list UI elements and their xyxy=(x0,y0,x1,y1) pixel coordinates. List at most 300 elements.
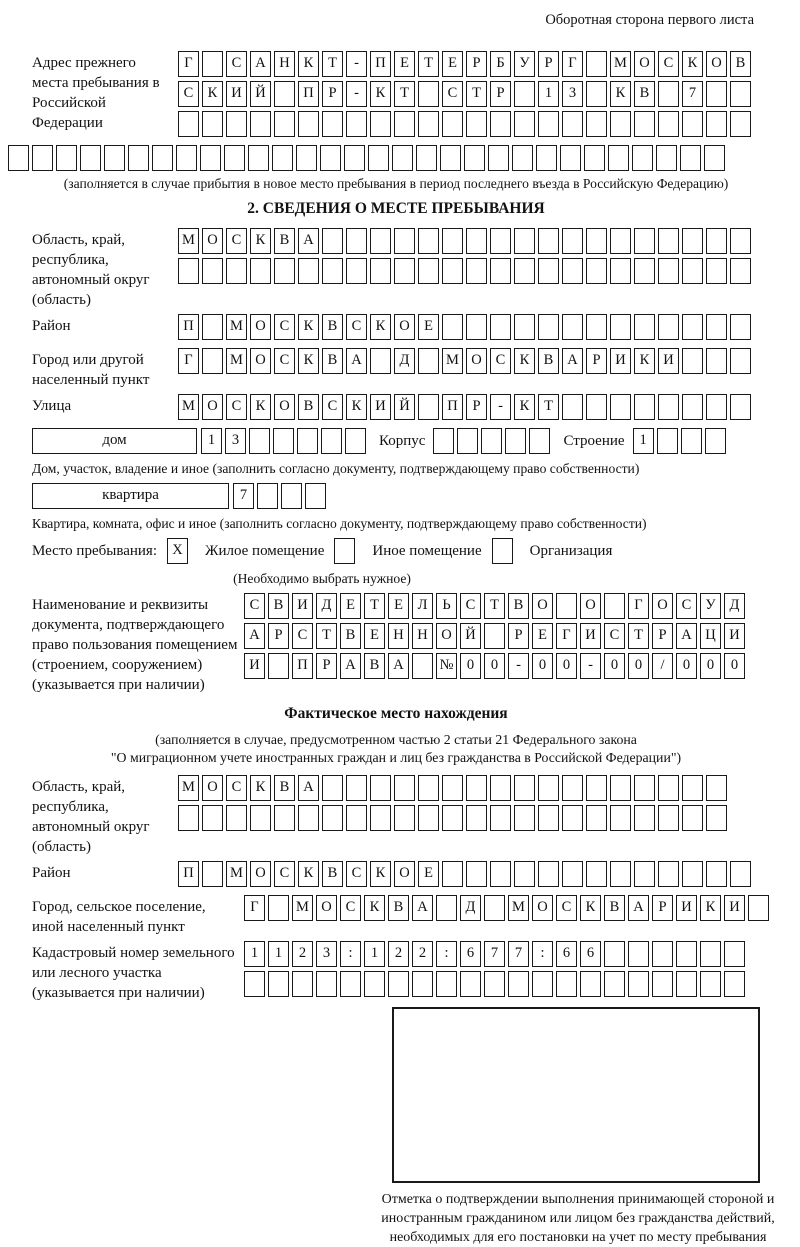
char-box[interactable] xyxy=(604,941,625,967)
char-box[interactable]: И xyxy=(370,394,391,420)
char-box[interactable] xyxy=(484,895,505,921)
char-box[interactable] xyxy=(634,805,655,831)
char-box[interactable] xyxy=(706,348,727,374)
char-box[interactable]: А xyxy=(346,348,367,374)
char-box[interactable] xyxy=(730,394,751,420)
char-box[interactable]: С xyxy=(322,394,343,420)
char-box[interactable] xyxy=(508,971,529,997)
char-box[interactable] xyxy=(370,228,391,254)
char-box[interactable] xyxy=(658,258,679,284)
char-box[interactable]: Т xyxy=(316,623,337,649)
char-box[interactable]: П xyxy=(298,81,319,107)
char-box[interactable] xyxy=(322,258,343,284)
char-box[interactable]: П xyxy=(370,51,391,77)
char-box[interactable]: К xyxy=(298,861,319,887)
char-box[interactable] xyxy=(700,971,721,997)
char-box[interactable]: Д xyxy=(394,348,415,374)
char-box[interactable] xyxy=(440,145,461,171)
char-box[interactable] xyxy=(604,593,625,619)
char-box[interactable]: 7 xyxy=(508,941,529,967)
char-box[interactable] xyxy=(514,111,535,137)
char-box[interactable] xyxy=(298,111,319,137)
char-box[interactable] xyxy=(442,861,463,887)
char-box[interactable] xyxy=(466,111,487,137)
char-box[interactable] xyxy=(334,538,355,564)
char-box[interactable]: К xyxy=(370,314,391,340)
char-box[interactable] xyxy=(322,775,343,801)
char-box[interactable] xyxy=(562,111,583,137)
char-box[interactable] xyxy=(556,971,577,997)
char-box[interactable] xyxy=(202,861,223,887)
char-box[interactable] xyxy=(257,483,278,509)
char-box[interactable]: 1 xyxy=(201,428,222,454)
char-box[interactable]: К xyxy=(610,81,631,107)
char-box[interactable]: С xyxy=(274,861,295,887)
char-box[interactable]: И xyxy=(724,895,745,921)
char-box[interactable] xyxy=(608,145,629,171)
char-box[interactable]: Р xyxy=(586,348,607,374)
char-box[interactable]: - xyxy=(508,653,529,679)
char-box[interactable]: Е xyxy=(364,623,385,649)
char-box[interactable]: О xyxy=(250,861,271,887)
char-box[interactable]: В xyxy=(508,593,529,619)
char-box[interactable]: Р xyxy=(652,623,673,649)
char-box[interactable]: Е xyxy=(418,314,439,340)
char-box[interactable] xyxy=(340,971,361,997)
char-box[interactable]: Е xyxy=(388,593,409,619)
char-box[interactable] xyxy=(586,775,607,801)
char-box[interactable] xyxy=(202,314,223,340)
char-box[interactable] xyxy=(202,111,223,137)
char-box[interactable] xyxy=(610,775,631,801)
char-box[interactable]: У xyxy=(700,593,721,619)
char-box[interactable] xyxy=(682,775,703,801)
char-box[interactable]: И xyxy=(676,895,697,921)
char-box[interactable] xyxy=(706,775,727,801)
char-box[interactable] xyxy=(224,145,245,171)
char-box[interactable] xyxy=(706,228,727,254)
char-box[interactable]: М xyxy=(226,314,247,340)
char-box[interactable] xyxy=(490,805,511,831)
char-box[interactable] xyxy=(178,111,199,137)
char-box[interactable]: Ц xyxy=(700,623,721,649)
char-box[interactable] xyxy=(297,428,318,454)
char-box[interactable]: В xyxy=(322,348,343,374)
char-box[interactable] xyxy=(418,228,439,254)
char-box[interactable] xyxy=(274,81,295,107)
char-box[interactable]: И xyxy=(658,348,679,374)
char-box[interactable] xyxy=(652,941,673,967)
char-box[interactable] xyxy=(442,314,463,340)
char-box[interactable] xyxy=(634,861,655,887)
char-box[interactable]: В xyxy=(364,653,385,679)
char-box[interactable] xyxy=(436,971,457,997)
char-box[interactable] xyxy=(394,775,415,801)
char-box[interactable]: О xyxy=(202,228,223,254)
char-box[interactable] xyxy=(250,111,271,137)
char-box[interactable]: О xyxy=(532,593,553,619)
char-box[interactable] xyxy=(436,895,457,921)
char-box[interactable]: Р xyxy=(322,81,343,107)
char-box[interactable]: 1 xyxy=(364,941,385,967)
char-box[interactable]: О xyxy=(202,394,223,420)
char-box[interactable] xyxy=(490,111,511,137)
char-box[interactable] xyxy=(514,228,535,254)
char-box[interactable] xyxy=(658,228,679,254)
char-box[interactable]: А xyxy=(562,348,583,374)
char-box[interactable]: 1 xyxy=(244,941,265,967)
char-box[interactable] xyxy=(202,51,223,77)
char-box[interactable]: А xyxy=(340,653,361,679)
char-box[interactable] xyxy=(274,111,295,137)
char-box[interactable]: С xyxy=(226,394,247,420)
char-box[interactable]: Г xyxy=(556,623,577,649)
char-box[interactable]: В xyxy=(298,394,319,420)
char-box[interactable]: С xyxy=(226,775,247,801)
char-box[interactable] xyxy=(466,861,487,887)
char-box[interactable] xyxy=(305,483,326,509)
char-box[interactable]: О xyxy=(580,593,601,619)
char-box[interactable] xyxy=(418,348,439,374)
char-box[interactable]: Р xyxy=(466,51,487,77)
char-box[interactable]: М xyxy=(442,348,463,374)
char-box[interactable] xyxy=(658,314,679,340)
char-box[interactable] xyxy=(226,258,247,284)
char-box[interactable] xyxy=(562,861,583,887)
char-box[interactable]: Е xyxy=(394,51,415,77)
char-box[interactable]: В xyxy=(340,623,361,649)
char-box[interactable]: К xyxy=(514,394,535,420)
char-box[interactable] xyxy=(562,394,583,420)
char-box[interactable]: 0 xyxy=(628,653,649,679)
char-box[interactable] xyxy=(514,861,535,887)
char-box[interactable] xyxy=(682,805,703,831)
char-box[interactable] xyxy=(562,258,583,284)
char-box[interactable] xyxy=(490,228,511,254)
char-box[interactable]: С xyxy=(226,228,247,254)
char-box[interactable] xyxy=(296,145,317,171)
char-box[interactable] xyxy=(442,805,463,831)
char-box[interactable] xyxy=(490,775,511,801)
char-box[interactable] xyxy=(658,805,679,831)
char-box[interactable]: 2 xyxy=(292,941,313,967)
char-box[interactable]: В xyxy=(274,228,295,254)
char-box[interactable]: Д xyxy=(316,593,337,619)
char-box[interactable] xyxy=(442,775,463,801)
char-box[interactable]: М xyxy=(226,861,247,887)
char-box[interactable] xyxy=(656,145,677,171)
char-box[interactable]: С xyxy=(604,623,625,649)
char-box[interactable]: П xyxy=(292,653,313,679)
char-box[interactable]: Й xyxy=(394,394,415,420)
char-box[interactable] xyxy=(368,145,389,171)
char-box[interactable] xyxy=(682,861,703,887)
char-box[interactable] xyxy=(538,228,559,254)
char-box[interactable] xyxy=(274,805,295,831)
char-box[interactable] xyxy=(466,775,487,801)
char-box[interactable] xyxy=(466,258,487,284)
char-box[interactable]: С xyxy=(490,348,511,374)
char-box[interactable]: К xyxy=(370,861,391,887)
char-box[interactable]: 0 xyxy=(532,653,553,679)
char-box[interactable]: Й xyxy=(250,81,271,107)
char-box[interactable]: Р xyxy=(316,653,337,679)
char-box[interactable] xyxy=(724,971,745,997)
char-box[interactable] xyxy=(682,111,703,137)
char-box[interactable]: Г xyxy=(178,348,199,374)
char-box[interactable] xyxy=(700,941,721,967)
char-box[interactable] xyxy=(244,971,265,997)
char-box[interactable]: Т xyxy=(466,81,487,107)
char-box[interactable]: О xyxy=(250,314,271,340)
char-box[interactable] xyxy=(176,145,197,171)
char-box[interactable] xyxy=(584,145,605,171)
char-box[interactable] xyxy=(556,593,577,619)
char-box[interactable]: В xyxy=(538,348,559,374)
char-box[interactable] xyxy=(748,895,769,921)
char-box[interactable] xyxy=(586,51,607,77)
char-box[interactable] xyxy=(610,805,631,831)
char-box[interactable] xyxy=(268,895,289,921)
char-box[interactable] xyxy=(248,145,269,171)
char-box[interactable]: И xyxy=(580,623,601,649)
char-box[interactable] xyxy=(370,805,391,831)
char-box[interactable] xyxy=(322,805,343,831)
char-box[interactable] xyxy=(32,145,53,171)
char-box[interactable]: А xyxy=(298,775,319,801)
char-box[interactable]: О xyxy=(532,895,553,921)
char-box[interactable]: С xyxy=(292,623,313,649)
char-box[interactable] xyxy=(249,428,270,454)
char-box[interactable]: М xyxy=(178,775,199,801)
char-box[interactable] xyxy=(202,805,223,831)
char-box[interactable] xyxy=(250,258,271,284)
char-box[interactable] xyxy=(268,653,289,679)
char-box[interactable]: С xyxy=(460,593,481,619)
char-box[interactable] xyxy=(676,971,697,997)
char-box[interactable] xyxy=(682,258,703,284)
char-box[interactable] xyxy=(676,941,697,967)
char-box[interactable] xyxy=(492,538,513,564)
char-box[interactable]: 0 xyxy=(460,653,481,679)
char-box[interactable]: П xyxy=(178,861,199,887)
char-box[interactable]: К xyxy=(202,81,223,107)
char-box[interactable]: О xyxy=(706,51,727,77)
char-box[interactable]: А xyxy=(388,653,409,679)
char-box[interactable]: О xyxy=(466,348,487,374)
char-box[interactable]: И xyxy=(724,623,745,649)
char-box[interactable]: 2 xyxy=(388,941,409,967)
char-box[interactable] xyxy=(706,805,727,831)
char-box[interactable]: О xyxy=(274,394,295,420)
char-box[interactable]: К xyxy=(364,895,385,921)
char-box[interactable]: К xyxy=(298,51,319,77)
char-box[interactable] xyxy=(730,258,751,284)
char-box[interactable] xyxy=(364,971,385,997)
char-box[interactable] xyxy=(298,258,319,284)
char-box[interactable] xyxy=(490,258,511,284)
char-box[interactable] xyxy=(370,111,391,137)
char-box[interactable] xyxy=(392,145,413,171)
char-box[interactable] xyxy=(292,971,313,997)
char-box[interactable] xyxy=(706,314,727,340)
char-box[interactable]: А xyxy=(244,623,265,649)
char-box[interactable] xyxy=(460,971,481,997)
char-box[interactable]: А xyxy=(676,623,697,649)
char-box[interactable]: И xyxy=(610,348,631,374)
char-box[interactable] xyxy=(514,81,535,107)
char-box[interactable]: М xyxy=(178,394,199,420)
char-box[interactable]: К xyxy=(298,314,319,340)
char-box[interactable]: К xyxy=(298,348,319,374)
char-box[interactable] xyxy=(680,145,701,171)
char-box[interactable]: В xyxy=(274,775,295,801)
char-box[interactable] xyxy=(610,394,631,420)
char-box[interactable] xyxy=(706,111,727,137)
char-box[interactable] xyxy=(634,314,655,340)
char-box[interactable]: Г xyxy=(562,51,583,77)
char-box[interactable]: С xyxy=(178,81,199,107)
char-box[interactable] xyxy=(658,111,679,137)
char-box[interactable]: Р xyxy=(652,895,673,921)
char-box[interactable] xyxy=(484,623,505,649)
char-box[interactable] xyxy=(394,258,415,284)
char-box[interactable]: С xyxy=(442,81,463,107)
char-box[interactable]: С xyxy=(274,348,295,374)
char-box[interactable] xyxy=(730,81,751,107)
char-box[interactable]: А xyxy=(250,51,271,77)
char-box[interactable]: У xyxy=(514,51,535,77)
char-box[interactable]: О xyxy=(250,348,271,374)
char-box[interactable]: : xyxy=(532,941,553,967)
char-box[interactable]: О xyxy=(436,623,457,649)
char-box[interactable] xyxy=(652,971,673,997)
char-box[interactable] xyxy=(580,971,601,997)
char-box[interactable] xyxy=(320,145,341,171)
char-box[interactable] xyxy=(705,428,726,454)
char-box[interactable]: А xyxy=(298,228,319,254)
char-box[interactable]: К xyxy=(514,348,535,374)
char-box[interactable]: Т xyxy=(628,623,649,649)
char-box[interactable] xyxy=(610,861,631,887)
char-box[interactable] xyxy=(704,145,725,171)
char-box[interactable]: Т xyxy=(418,51,439,77)
char-box[interactable]: Н xyxy=(274,51,295,77)
char-box[interactable]: - xyxy=(490,394,511,420)
char-box[interactable] xyxy=(370,775,391,801)
char-box[interactable]: К xyxy=(250,394,271,420)
char-box[interactable]: С xyxy=(340,895,361,921)
char-box[interactable] xyxy=(178,258,199,284)
char-box[interactable] xyxy=(272,145,293,171)
char-box[interactable]: М xyxy=(292,895,313,921)
char-box[interactable]: С xyxy=(226,51,247,77)
char-box[interactable]: В xyxy=(322,861,343,887)
char-box[interactable] xyxy=(706,81,727,107)
char-box[interactable]: № xyxy=(436,653,457,679)
char-box[interactable] xyxy=(634,394,655,420)
char-box[interactable]: - xyxy=(346,81,367,107)
char-box[interactable] xyxy=(658,775,679,801)
char-box[interactable] xyxy=(634,775,655,801)
char-box[interactable] xyxy=(433,428,454,454)
char-box[interactable]: 0 xyxy=(556,653,577,679)
char-box[interactable] xyxy=(512,145,533,171)
char-box[interactable]: Р xyxy=(538,51,559,77)
char-box[interactable]: К xyxy=(346,394,367,420)
char-box[interactable]: Г xyxy=(244,895,265,921)
char-box[interactable] xyxy=(514,805,535,831)
char-box[interactable] xyxy=(730,314,751,340)
char-box[interactable]: В xyxy=(604,895,625,921)
house-type-box[interactable] xyxy=(32,428,197,454)
char-box[interactable]: С xyxy=(346,861,367,887)
apartment-type-box[interactable] xyxy=(32,483,229,509)
char-box[interactable] xyxy=(202,258,223,284)
char-box[interactable] xyxy=(724,941,745,967)
char-box[interactable] xyxy=(658,394,679,420)
char-box[interactable] xyxy=(730,861,751,887)
char-box[interactable] xyxy=(346,258,367,284)
char-box[interactable] xyxy=(538,258,559,284)
char-box[interactable] xyxy=(586,861,607,887)
char-box[interactable]: О xyxy=(652,593,673,619)
char-box[interactable] xyxy=(416,145,437,171)
char-box[interactable] xyxy=(273,428,294,454)
char-box[interactable]: М xyxy=(178,228,199,254)
char-box[interactable] xyxy=(562,314,583,340)
char-box[interactable] xyxy=(706,861,727,887)
char-box[interactable]: К xyxy=(250,775,271,801)
char-box[interactable] xyxy=(586,805,607,831)
char-box[interactable]: 3 xyxy=(225,428,246,454)
char-box[interactable] xyxy=(586,228,607,254)
char-box[interactable]: Ь xyxy=(436,593,457,619)
char-box[interactable]: 3 xyxy=(562,81,583,107)
char-box[interactable]: С xyxy=(676,593,697,619)
char-box[interactable]: Д xyxy=(460,895,481,921)
char-box[interactable] xyxy=(344,145,365,171)
char-box[interactable]: 7 xyxy=(484,941,505,967)
char-box[interactable] xyxy=(80,145,101,171)
char-box[interactable] xyxy=(610,258,631,284)
char-box[interactable]: : xyxy=(340,941,361,967)
char-box[interactable]: : xyxy=(436,941,457,967)
char-box[interactable] xyxy=(586,81,607,107)
char-box[interactable] xyxy=(442,258,463,284)
char-box[interactable]: О xyxy=(394,314,415,340)
char-box[interactable] xyxy=(514,775,535,801)
char-box[interactable] xyxy=(394,228,415,254)
char-box[interactable] xyxy=(634,228,655,254)
char-box[interactable] xyxy=(514,258,535,284)
char-box[interactable]: 1 xyxy=(268,941,289,967)
char-box[interactable] xyxy=(532,971,553,997)
char-box[interactable] xyxy=(730,348,751,374)
char-box[interactable] xyxy=(490,861,511,887)
char-box[interactable] xyxy=(128,145,149,171)
char-box[interactable] xyxy=(536,145,557,171)
char-box[interactable] xyxy=(346,775,367,801)
char-box[interactable] xyxy=(658,861,679,887)
char-box[interactable] xyxy=(682,394,703,420)
char-box[interactable]: К xyxy=(370,81,391,107)
char-box[interactable]: П xyxy=(178,314,199,340)
char-box[interactable]: М xyxy=(508,895,529,921)
char-box[interactable]: А xyxy=(412,895,433,921)
char-box[interactable] xyxy=(610,111,631,137)
char-box[interactable]: Р xyxy=(490,81,511,107)
